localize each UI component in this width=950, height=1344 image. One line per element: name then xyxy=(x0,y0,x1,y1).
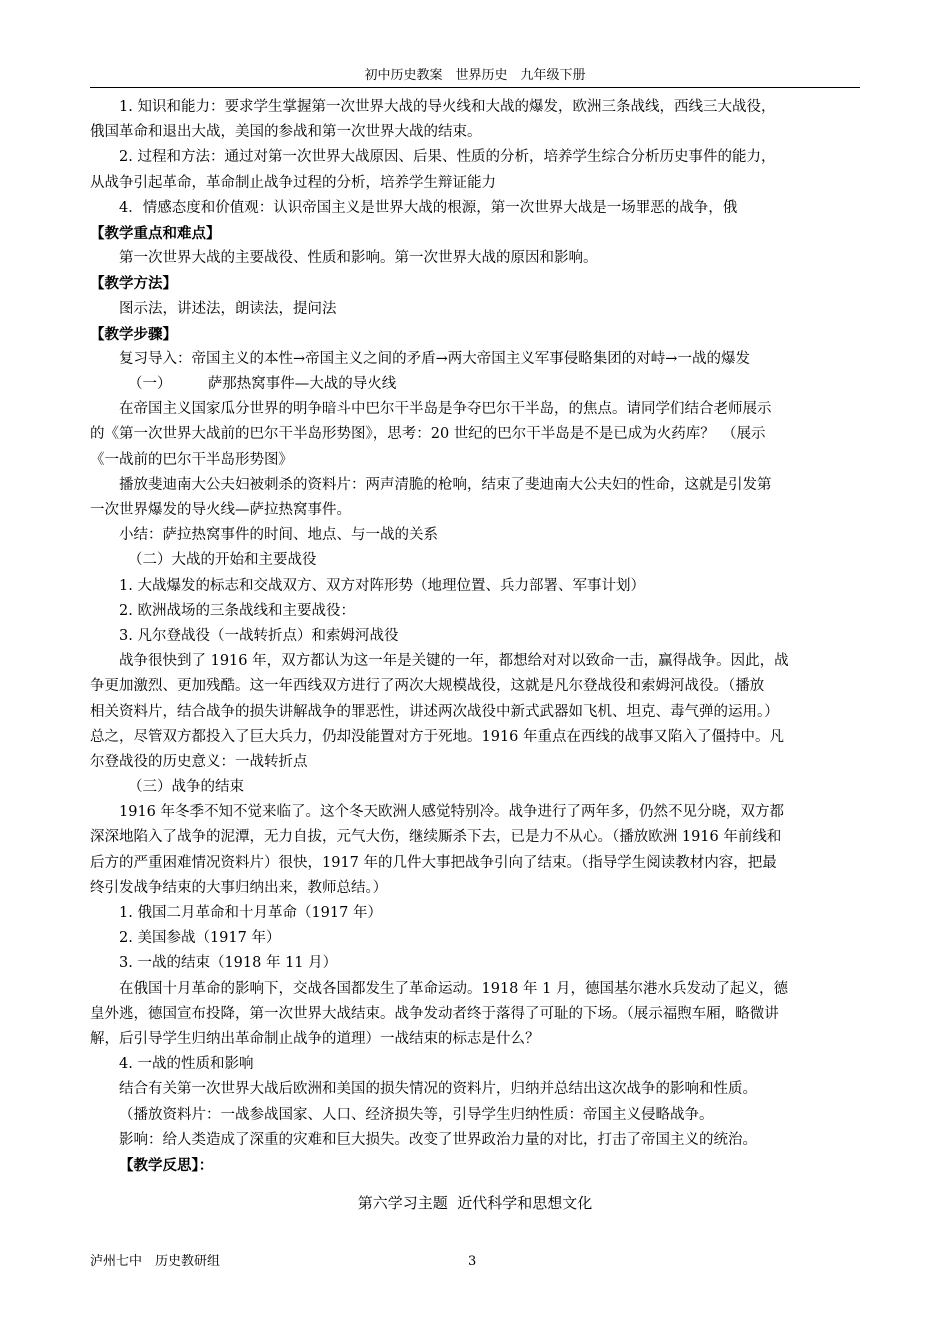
text-line: 播放斐迪南大公夫妇被刺杀的资料片：两声清脆的枪响，结束了斐迪南大公夫妇的性命，这就是引发第 xyxy=(119,476,772,493)
text-line: 从战争引起革命，革命制止战争过程的分析，培养学生辩证能力 xyxy=(90,174,496,191)
text-line: 4. 一战的性质和影响 xyxy=(119,1056,254,1073)
text-line: 的《第一次世界大战前的巴尔干半岛形势图》，思考：20 世纪的巴尔干半岛是不是已成为火药库？ （展示 xyxy=(90,426,766,443)
text-line: 4．情感态度和价值观：认识帝国主义是世界大战的根源，第一次世界大战是一场罪恶的战争，俄 xyxy=(119,199,738,216)
text-line: 在俄国十月革命的影响下，交战各国都发生了革命运动。1918 年 1 月，德国基尔港水兵发动了起义，德 xyxy=(119,980,788,997)
text-line: 1. 俄国二月革命和十月革命（1917 年） xyxy=(119,905,382,921)
text-line: 影响：给人类造成了深重的灾难和巨大损失。改变了世界政治力量的对比，打击了帝国主义的统治。 xyxy=(119,1131,757,1148)
section-heading: 【教学步骤】 xyxy=(90,325,177,343)
text-line: 1. 知识和能力：要求学生掌握第一次世界大战的导火线和大战的爆发，欧洲三条战线，西线三大战役， xyxy=(119,99,776,115)
text-line: 解，后引导学生归纳出革命制止战争的道理）一战结束的标志是什么？ xyxy=(90,1030,540,1047)
text-line: 3. 凡尔登战役（一战转折点）和索姆河战役 xyxy=(119,627,399,644)
text-line: （播放资料片：一战参战国家、人口、经济损失等，引导学生归纳性质：帝国主义侵略战争。 xyxy=(119,1106,714,1123)
text-line: 2. 过程和方法：通过对第一次世界大战原因、后果、性质的分析，培养学生综合分析历史事件的能力， xyxy=(119,149,776,166)
text-line: 总之，尽管双方都投入了巨大兵力，仍却没能置对方于死地。1916 年重点在西线的战事又陷入了僵持中。凡 xyxy=(90,728,785,745)
text-line: 皇外逃，德国宣布投降，第一次世界大战结束。战争发动者终于落得了可耻的下场。（展示福煦车厢，略微讲 xyxy=(90,1005,779,1022)
text-line: （三）战争的结束 xyxy=(128,779,244,796)
section-heading: 【教学方法】 xyxy=(90,275,177,293)
section-heading: 【教学反思】： xyxy=(119,1156,214,1174)
text-line: 一次世界爆发的导火线—萨拉热窝事件。 xyxy=(90,502,351,518)
section-title: 第六学习主题 近代科学和思想文化 xyxy=(357,1194,593,1212)
text-line: （一） 萨那热窝事件—大战的导火线 xyxy=(128,376,397,393)
text-line: 《一战前的巴尔干半岛形势图》 xyxy=(90,451,293,468)
text-line: 尔登战役的历史意义：一战转折点 xyxy=(90,753,308,770)
text-line: 终引发战争结束的大事归纳出来，教师总结。） xyxy=(90,879,388,896)
text-line: 2. 欧洲战场的三条战线和主要战役： xyxy=(119,602,355,619)
text-line: 深深地陷入了战争的泥潭，无力自拔，元气大伤，继续厮杀下去，已是力不从心。（播放欧洲 1916 年前线和 xyxy=(90,829,782,846)
text-line: 图示法，讲述法，朗读法，提问法 xyxy=(119,300,337,317)
text-line: 2. 美国参战（1917 年） xyxy=(119,930,281,947)
text-line: 争更加激烈、更加残酷。这一年西线双方进行了两次大规模战役，这就是凡尔登战役和索姆河战役。（播放 xyxy=(90,678,765,695)
page-header: 初中历史教案 世界历史 九年级下册 xyxy=(364,68,586,83)
text-line: 战争很快到了 1916 年，双方都认为这一年是关键的一年，都想给对对以致命一击，赢得战争。因此，战 xyxy=(119,653,789,670)
header-divider xyxy=(90,87,860,88)
text-line: 1916 年冬季不知不觉来临了。这个冬天欧洲人感觉特别冷。战争进行了两年多，仍然不见分晓，双方都 xyxy=(119,804,785,821)
text-line: 3. 一战的结束（1918 年 11 月） xyxy=(119,955,338,972)
text-line: 俄国革命和退出大战，美国的参战和第一次世界大战的结束。 xyxy=(90,124,482,141)
text-line: （二）大战的开始和主要战役 xyxy=(128,552,317,569)
text-line: 小结：萨拉热窝事件的时间、地点、与一战的关系 xyxy=(119,527,438,544)
section-heading: 【教学重点和难点】 xyxy=(90,224,221,242)
text-line: 在帝国主义国家瓜分世界的明争暗斗中巴尔干半岛是争夺巴尔干半岛，的焦点。请同学们结合老师展示 xyxy=(119,401,772,418)
document-body xyxy=(90,95,860,1178)
text-line: 复习导入：帝国主义的本性→帝国主义之间的矛盾→两大帝国主义军事侵略集团的对峙→一战的爆发 xyxy=(119,350,750,367)
page-number: 3 xyxy=(468,1254,477,1269)
footer-school: 泸州七中 历史教研组 xyxy=(90,1254,221,1269)
text-line: 第一次世界大战的主要战役、性质和影响。第一次世界大战的原因和影响。 xyxy=(119,250,598,267)
text-line: 结合有关第一次世界大战后欧洲和美国的损失情况的资料片，归纳并总结出这次战争的影响和性质。 xyxy=(119,1081,757,1098)
text-line: 1. 大战爆发的标志和交战双方、双方对阵形势（地理位置、兵力部署、军事计划） xyxy=(119,577,645,594)
text-line: 相关资料片，结合战争的损失讲解战争的罪恶性，讲述两次战役中新式武器如飞机、坦克、毒气弹的运用。） xyxy=(90,703,779,720)
text-line: 后方的严重困难情况资料片）很快，1917 年的几件大事把战争引向了结束。（指导学生阅读教材内容，把最 xyxy=(90,854,777,871)
